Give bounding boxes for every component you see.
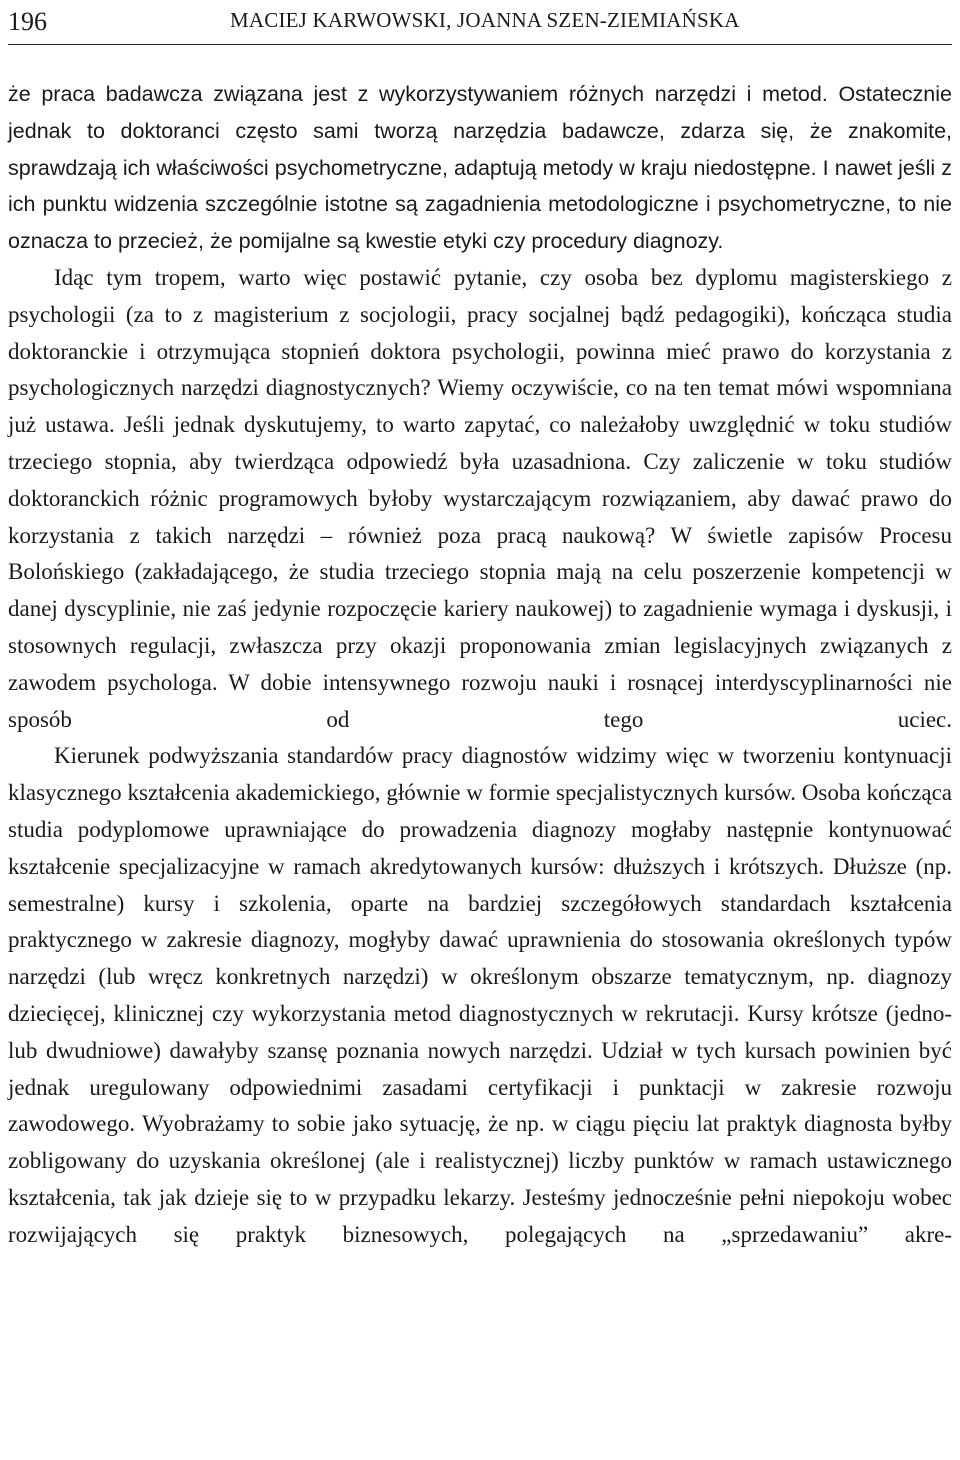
page-number: 196 xyxy=(8,7,47,36)
document-page xyxy=(8,0,952,1460)
running-header xyxy=(8,0,952,45)
body-text xyxy=(8,76,952,1254)
paragraph-continuation: że praca badawcza związana jest z wykorzystywaniem różnych narzędzi i metod. Ostatecznie jednak to doktoranci często sami tworzą narzędzia badawcze, zdarza się, że znakomite, sprawdzają ich właściwości psychometryczne, adaptują metody w kraju niedostępne. I nawet jeśli z ich punktu widzenia szczególnie istotne są zagadnienia metodologiczne i psychometryczne, to nie oznacza to przecież, że pomijalne są kwestie etyki czy procedury diagnozy. xyxy=(8,82,952,254)
paragraph-doctoral-question: Idąc tym tropem, warto więc postawić pytanie, czy osoba bez dyplomu magisterskiego z psychologii (za to z magisterium z socjologii, pracy socjalnej bądź pedagogiki), kończąca studia doktoranckie i otrzymująca stopnień doktora psychologii, powinna mieć prawo do korzystania z psychologicznych narzędzi diagnostycznych? Wiemy oczywiście, co na ten temat mówi wspomniana już ustawa. Jeśli jednak dyskutujemy, to warto zapytać, co należałoby uwzględnić w toku studiów trzeciego stopnia, aby twierdząca odpowiedź była uzasadniona. Czy zaliczenie w toku studiów doktoranckich różnic programowych byłoby wystarczającym rozwiązaniem, aby dawać prawo do korzystania z takich narzędzi – również poza pracą naukową? W świetle zapisów Procesu Bolońskiego (zakładającego, że studia trzeciego stopnia mają na celu poszerzenie kompetencji w danej dyscyplinie, nie zaś jedynie rozpoczęcie kariery naukowej) to zagadnienie wymaga i dyskusji, i stosownych regulacji, zwłaszcza przy okazji proponowania zmian legislacyjnych związanych z zawodem psychologa. W dobie intensywnego rozwoju nauki i rosnącej interdyscyplinarności nie sposób od tego uciec. xyxy=(8,264,952,732)
paragraph-courses-standards: Kierunek podwyższania standardów pracy diagnostów widzimy więc w tworzeniu kontynuacji klasycznego kształcenia akademickiego, głównie w formie specjalistycznych kursów. Osoba kończąca studia podyplomowe uprawniające do prowadzenia diagnozy mogłaby następnie kontynuować kształcenie specjalizacyjne w ramach akredytowanych kursów: dłuższych i krótszych. Dłuższe (np. semestralne) kursy i szkolenia, oparte na bardziej szczegółowych standardach kształcenia praktycznego w zakresie diagnozy, mogłyby dawać uprawnienia do stosowania określonych typów narzędzi (lub wręcz konkretnych narzędzi) w określonym obszarze tematycznym, np. diagnozy dziecięcej, klinicznej czy wykorzystania metod diagnostycznych w rekrutacji. Kursy krótsze (jedno- lub dwudniowe) dawałyby szansę poznania nowych narzędzi. Udział w tych kursach powinien być jednak uregulowany odpowiednimi zasadami certyfikacji i punktacji w zakresie rozwoju zawodowego. Wyobrażamy to sobie jako sytuację, że np. w ciągu pięciu lat praktyk diagnosta byłby zobligowany do uzyskania określonej (ale i realistycznej) liczby punktów w ramach ustawicznego kształcenia, tak jak dzieje się to w przypadku lekarzy. Jesteśmy jednocześnie pełni niepokoju wobec rozwijających się praktyk biznesowych, polegających na „sprzedawaniu” akre- xyxy=(8,743,952,1247)
running-head-authors: MACIEJ KARWOWSKI, JOANNA SZEN-ZIEMIAŃSKA xyxy=(230,8,740,32)
